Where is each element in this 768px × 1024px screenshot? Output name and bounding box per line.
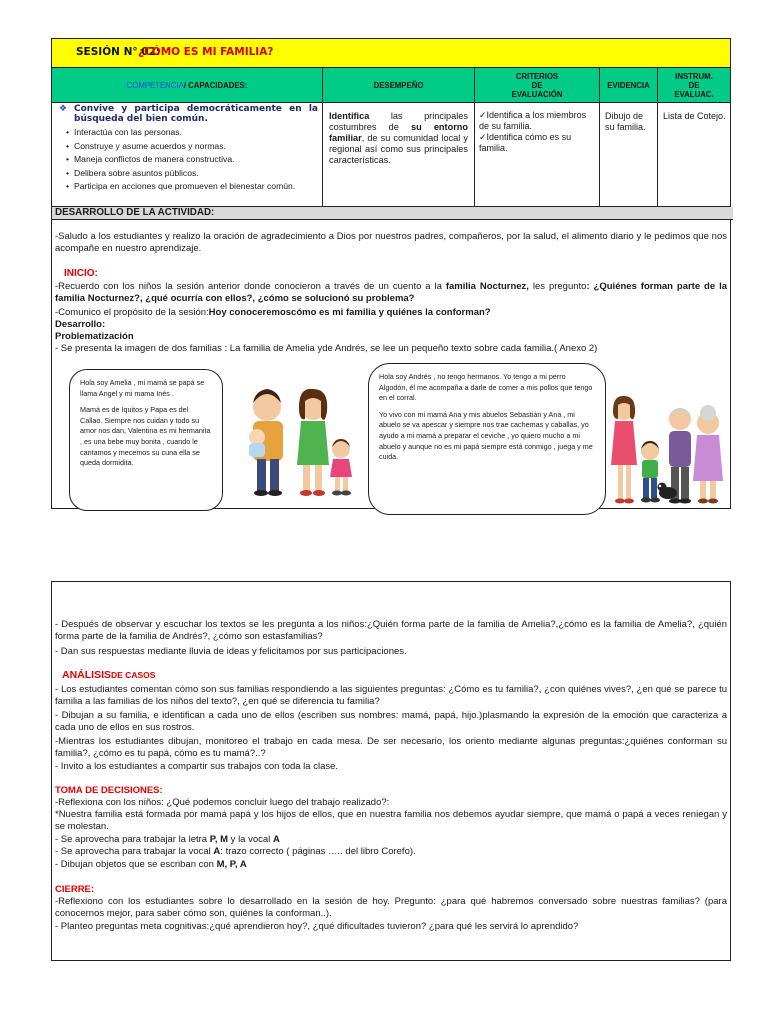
recuerdo-text-2: les pregunto: [528, 281, 587, 292]
saludo-paragraph: -Saludo a los estudiantes y realizo la oración de agradecimiento a Dios por nuestros padres, compañeros, por la salud, el alimento diario y le pedimos que nos acompañe en nuestro aprendizaje.: [55, 231, 727, 254]
analisis-label: ANÁLISIS: [62, 669, 112, 681]
cell-criterios: [475, 103, 600, 206]
toma-item-4: [55, 846, 727, 858]
header-instrumentos: INSTRUM. DE EVALUAC.: [674, 71, 714, 99]
recuerdo-bold: familia Nocturnez,: [445, 281, 529, 292]
presenta-paragraph: - Se presenta la imagen de dos familias : La familia de Amelia yde Andrés, se lee un pequeño texto sobre cada familia.( Anexo 2): [55, 343, 598, 354]
recuerdo-paragraph: [55, 281, 727, 304]
header-competencia-label: COMPETENCIA: [126, 80, 184, 90]
desempeno-text-1: las principales costumbres de: [329, 111, 468, 132]
desempeno-text-2: , de su comunidad local y regional así como sus principales características.: [329, 133, 468, 165]
toma-item-2: *Nuestra familia está formada por mamá papá y los hijos de ellos, que en nuestra familia nos debemos ayudar siempre, que mamá o papá a veces reniegan y se molestan.: [55, 809, 727, 832]
list-item: • Participa en acciones que promueven el bienestar común.: [74, 180, 318, 194]
cell-instrumento: Lista de Cotejo.: [663, 111, 726, 121]
list-item: • Maneja conflictos de manera constructiva.: [74, 153, 318, 167]
header-criterios: CRITERIOS DE EVALUACIÓN: [475, 68, 600, 102]
header-desempeno: DESEMPEÑO: [323, 68, 475, 102]
cierre-label: CIERRE:: [55, 884, 95, 895]
recuerdo-text: -Recuerdo con los niños la sesión anterior donde conocieron a través de un cuento a la: [55, 281, 446, 292]
problematizacion-label: Problematización: [55, 331, 134, 342]
proposito-label: -Comunico el propósito de la sesión:: [55, 307, 209, 318]
analisis-item-1: - Los estudiantes comentan cómo son sus familias respondiendo a las siguientes preguntas: ¿Cómo es tu familia?, ¿con quiénes vives?, ¿en qué se parece tu familia a las familias de los niños del texto?, ¿en qué se diferencia tu familia?: [55, 684, 727, 707]
recuerdo-questions: : ¿Quiénes forman parte de la familia Nocturnez?, ¿qué ocurría con ellos?, ¿cómo se solucionó su problema?: [55, 281, 727, 304]
bubble-andres-text-1: Hola soy Andrés , no tengo hermanos. Yo tengo a mi perro Algodón, él me acompaña a darle de comer a mis pollos que tengo en el corral.: [379, 372, 593, 403]
analisis-sublabel: DE CASOS: [111, 670, 156, 680]
desempeno-bold-2: su entorno familiar: [329, 122, 469, 143]
observar-paragraph: - Después de observar y escuchar los textos se les pregunta a los niños:¿Quién forma parte de la familia de Amelia?,¿cómo es la familia de Amelia?, ¿quién forma parte de la familia de Andrés?, ¿cómo son estasfamilias?: [55, 619, 727, 642]
competencia-text: [56, 104, 318, 124]
table-header-row: [52, 68, 730, 103]
toma-item-3-text-2: y la vocal: [228, 834, 273, 845]
inicio-label: INICIO:: [64, 268, 98, 279]
toma-item-5: [55, 859, 727, 871]
toma-item-5-text: - Dibujan objetos que se escriban con: [55, 859, 217, 870]
header-capacidades-label: / CAPACIDADES:: [183, 80, 248, 90]
analisis-item-2: - Dibujan a su familia, e identifican a cada uno de ellos (escriben sus nombres: mamá, papá, hijo.)plasmando la expresión de la emoción que caracteriza a cada uno de ellos en sus rostros.: [55, 710, 727, 733]
analisis-heading: [62, 670, 734, 682]
toma-label: TOMA DE DECISIONES:: [55, 785, 163, 796]
cierre-item-2: - Planteo preguntas meta cognitivas:¿qué aprendieron hoy?, ¿qué dificultades tuvieron? ¿para qué les servirá lo aprendido?: [55, 921, 579, 932]
toma-heading: [55, 785, 727, 797]
header-evidencia: EVIDENCIA: [600, 68, 658, 102]
toma-item-3-letters: P, M: [209, 834, 229, 845]
toma-item-4-text: - Se aprovecha para trabajar la vocal: [55, 846, 214, 857]
toma-item-5-letters: M, P, A: [216, 859, 247, 870]
analisis-item-4: - Invito a los estudiantes a compartir sus trabajos con toda la clase.: [55, 761, 339, 772]
session-number: SESIÓN N° 02:: [76, 46, 161, 58]
table-body-row: [52, 103, 730, 207]
analisis-item-3: -Mientras los estudiantes dibujan, monitoreo el trabajo en cada mesa. De ser necesario, los oriento mediante algunas preguntas:¿quiénes conforman su familia?, ¿cómo es tu papá, cómo es tu mamá?..?: [55, 736, 727, 759]
inicio-heading: [64, 268, 736, 280]
bubble-amelia-text-1: Hola soy Amelia , mi mamá se papá se llama Angel y mi mama Inés .: [80, 378, 205, 398]
diamond-bullet-icon: ❖: [59, 104, 68, 114]
toma-item-3-vowel: A: [272, 834, 280, 845]
session-page-2: [51, 581, 731, 961]
session-title: ¿CÓMO ES MI FAMILIA?: [138, 46, 274, 58]
toma-item-4-vowel: A: [213, 846, 221, 857]
family-andres-illustration: [608, 393, 730, 509]
proposito-paragraph: [55, 307, 727, 319]
capacidades-list: [56, 126, 318, 194]
list-item: • Construye y asume acuerdos y normas.: [74, 140, 318, 154]
toma-item-4-text-2: : trazo correcto ( páginas ….. del libro Corefo).: [220, 846, 416, 857]
proposito-text: Hoy conoceremoscómo es mi familia y quiénes la conforman?: [208, 307, 491, 318]
list-item: • Delibera sobre asuntos públicos.: [74, 167, 318, 181]
criterio-item: ✓Identifica cómo es su familia.: [479, 132, 572, 153]
desarrollo-label: Desarrollo:: [55, 319, 106, 330]
header-competencia: [52, 68, 323, 102]
cell-desempeno: [323, 103, 475, 206]
desarrollo-heading: DESARROLLO DE LA ACTIVIDAD:: [52, 207, 733, 220]
session-title-bar: [52, 39, 730, 68]
speech-bubble-andres: [368, 363, 606, 515]
list-item: • Interactúa con las personas.: [74, 126, 318, 140]
cell-competencia: [52, 103, 323, 206]
speech-bubble-amelia: [69, 369, 223, 511]
desempeno-verb: Identifica: [329, 111, 370, 121]
cierre-item-1: -Reflexiono con los estudiantes sobre lo desarrollado en la sesión de hoy. Pregunto: ¿para qué habremos conversado sobre nuestras familias? (para conocernos mejor, para saber cómo son, quiénes la conforman..).: [55, 896, 727, 919]
toma-item-3-text: - Se aprovecha para trabajar la letra: [55, 834, 210, 845]
family-amelia-illustration: [229, 377, 359, 499]
criterio-item: ✓Identifica a los miembros de su familia.: [479, 110, 587, 131]
competencia-label: Convive y participa democráticamente en la búsqueda del bien común.: [74, 104, 318, 124]
bubble-amelia-text-2: Mamá es de Iquitos y Papa es del Callao. Siempre nos cuidan y todo su amor nos dan, Valentina es mi hermanita , es una bebe muy bonita , cuando le cantamos y mecemos su cuna ella se queda dormidita.: [80, 405, 211, 468]
cell-evidencia: Dibujo de su familia.: [600, 103, 658, 206]
toma-item-3: [55, 834, 727, 846]
respuestas-paragraph: - Dan sus respuestas mediante lluvia de ideas y felicitamos por sus participaciones.: [55, 646, 407, 657]
toma-item-1: -Reflexiona con los niños: ¿Qué podemos concluir luego del trabajo realizado?:: [55, 797, 390, 808]
bubble-andres-text-2: Yo vivo con mi mamá Ana y mis abuelos Sebastián y Ana , mi abuelo se va apescar y siempre nos trae cachemas y caballas, yo ayudo a mi mamá a preparar el ceviche , yo quiero mucho a mi abuelo y aunque no es mi papá siempre está conmigo , juega y me cuida.: [379, 409, 593, 462]
cierre-heading: [55, 884, 727, 896]
session-page-1: [51, 38, 731, 509]
